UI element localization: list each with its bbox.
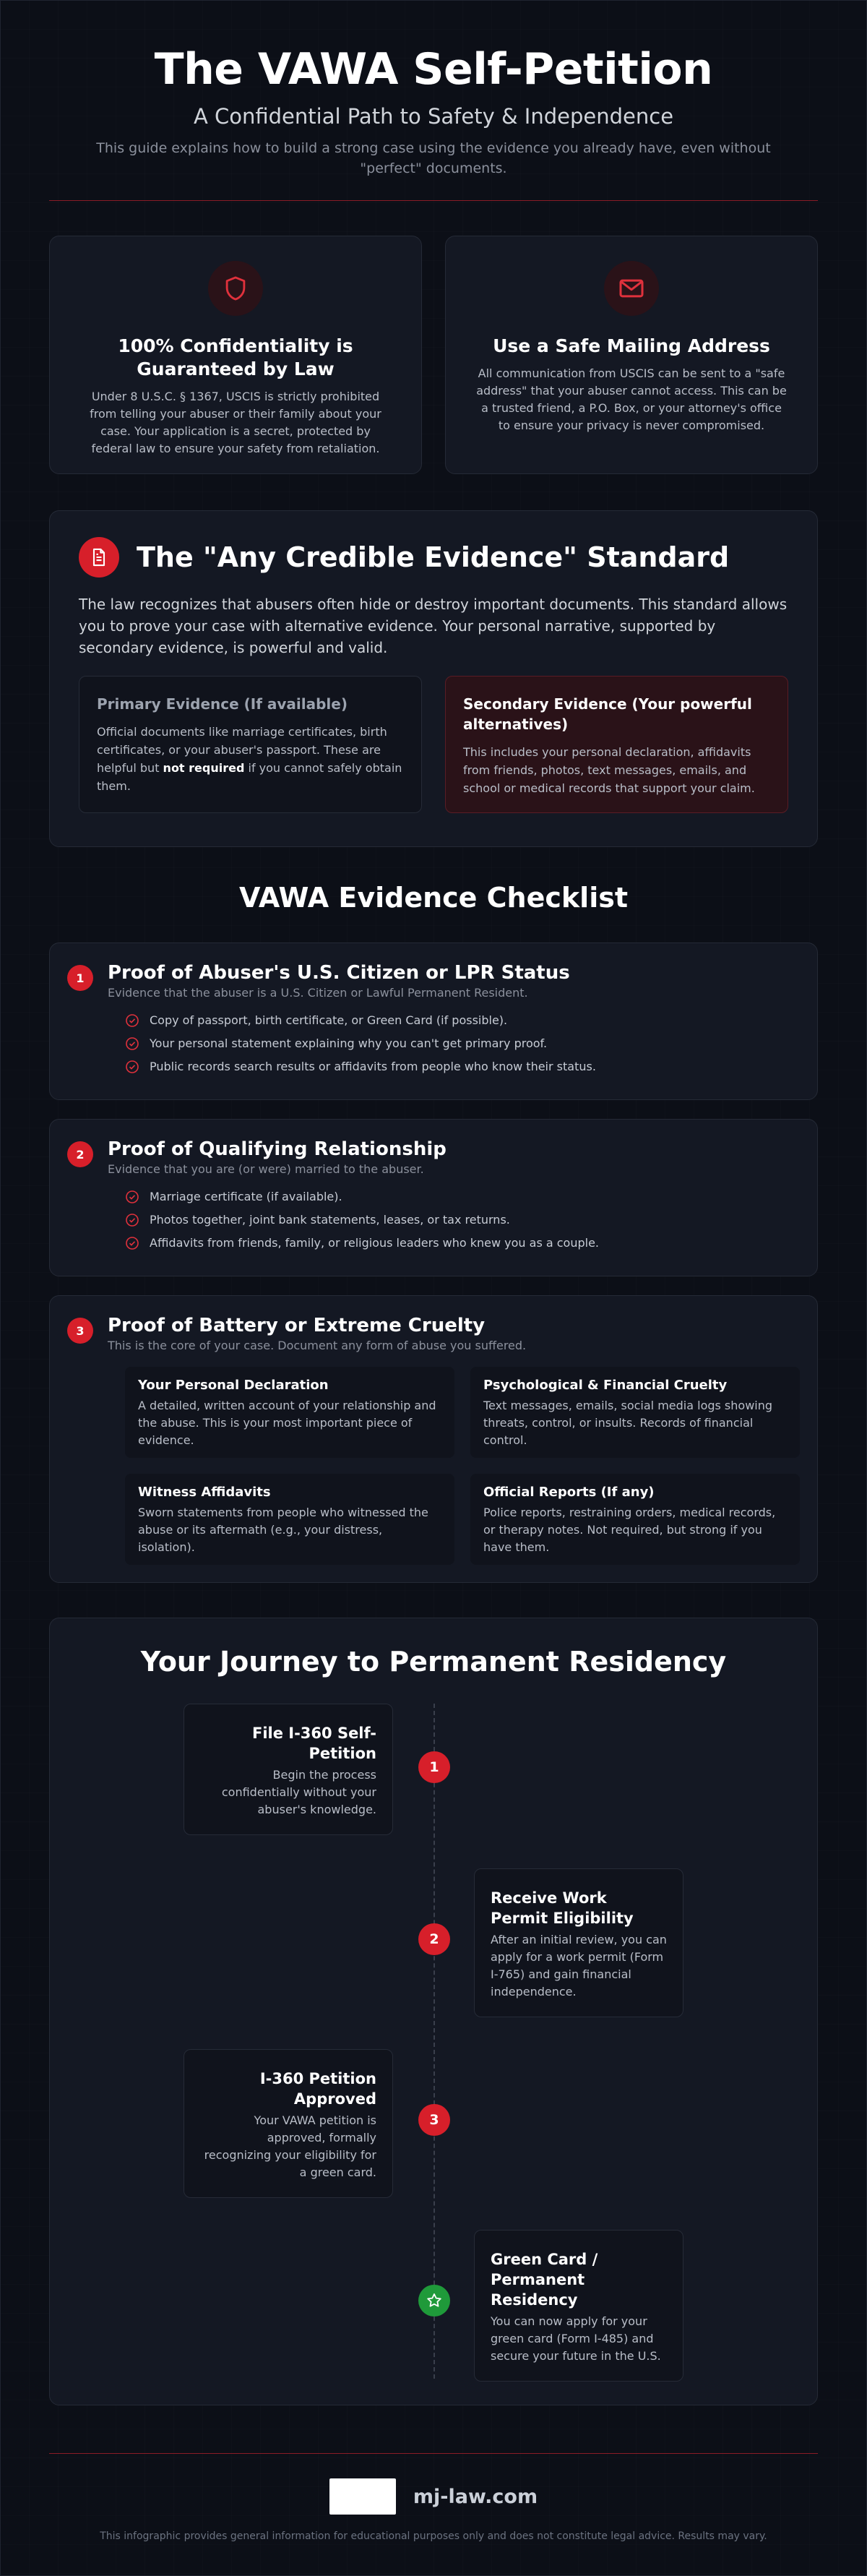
disclaimer: This infographic provides general information for educational purposes only and does not constitute legal advice. Results may vary. [100,2530,767,2542]
list-item: Copy of passport, birth certificate, or Green Card (if possible). [125,1013,800,1029]
check-circle-icon [125,1236,139,1250]
shield-icon [208,261,263,316]
card-title: Use a Safe Mailing Address [493,335,770,356]
box-text: Official documents like marriage certificates, birth certificates, or your abuser's passport. These are helpful but not required if you cannot safely obtain them. [97,725,402,793]
card-text: Under 8 U.S.C. § 1367, USCIS is strictly prohibited from telling your abuser or their family about your case. Your application is a secret, protected by federal law to ensure your safety from retaliation. [90,390,381,455]
checklist-subtitle: Evidence that you are (or were) married to the abuser. [108,1162,424,1176]
check-circle-icon [125,1036,139,1051]
checklist-heading: Proof of Battery or Extreme Cruelty [108,1315,486,1336]
check-circle-icon [125,1013,139,1028]
step-number: 1 [67,965,93,991]
timeline-line [434,1704,435,2379]
cell-text: A detailed, written account of your relationship and the abuse. This is your most important piece of evidence. [138,1399,436,1447]
step-text: You can now apply for your green card (Form I-485) and secure your future in the U.S. [491,2314,661,2363]
timeline-step [474,1868,683,2017]
document-icon [79,537,119,578]
page-intro: This guide explains how to build a strong case using the evidence you already have, even without "perfect" documents. [96,140,771,176]
header [49,1,818,201]
evidence-cell [470,1474,800,1565]
mail-icon [604,261,659,316]
step-text: Begin the process confidentially without your abuser's knowledge. [221,1768,376,1816]
step-text: After an initial review, you can apply for a work permit (Form I-765) and gain financial independence. [491,1933,667,1998]
check-circle-icon [125,1213,139,1227]
box-title: Primary Evidence (If available) [97,695,348,713]
checklist-title: VAWA Evidence Checklist [238,882,629,914]
brand-name[interactable]: mj-law.com [413,2485,538,2508]
cell-title: Official Reports (If any) [483,1485,655,1500]
step-title: I-360 Petition Approved [259,2070,376,2108]
timeline-title: Your Journey to Permanent Residency [140,1646,727,1678]
list-item: Affidavits from friends, family, or religious leaders who knew you as a couple. [125,1235,800,1251]
section-text: The law recognizes that abusers often hide or destroy important documents. This standard allows you to prove your case with alternative evidence. Your personal narrative, supported by secondary evidence, is powerful and valid. [79,596,788,656]
primary-evidence-box [79,676,422,813]
evidence-standard-card [49,510,818,847]
card-title: 100% Confidentiality is Guaranteed by Law [118,335,353,379]
section-title: The "Any Credible Evidence" Standard [137,541,730,573]
list-item: Your personal statement explaining why you can't get primary proof. [125,1036,800,1052]
checklist-heading: Proof of Abuser's U.S. Citizen or LPR Status [108,962,570,984]
list-item: Public records search results or affidavits from people who know their status. [125,1059,800,1075]
timeline-step [184,1704,393,1835]
journey-timeline [49,1618,818,2405]
step-number: 2 [67,1141,93,1167]
emphasis-text: not required [163,761,245,775]
mailing-card [445,236,818,474]
divider [49,2453,818,2454]
step-title: Green Card / Permanent Residency [491,2251,598,2309]
checklist-heading: Proof of Qualifying Relationship [108,1138,447,1160]
cell-text: Police reports, restraining orders, medical records, or therapy notes. Not required, but strong if you have them. [483,1506,776,1554]
list-item: Marriage certificate (if available). [125,1189,800,1205]
secondary-evidence-box [445,676,788,813]
evidence-cell [125,1474,454,1565]
footer [49,2453,818,2542]
cell-title: Your Personal Declaration [138,1378,329,1393]
cell-text: Text messages, emails, social media logs showing threats, control, or insults. Records of financial control. [483,1399,773,1447]
checklist-section-relationship [49,1119,818,1276]
checklist-section-status [49,943,818,1100]
cell-title: Witness Affidavits [138,1485,271,1500]
timeline-marker: 2 [418,1923,450,1955]
timeline-step [184,2049,393,2198]
divider [49,200,818,201]
step-title: Receive Work Permit Eligibility [491,1889,634,1927]
box-text: This includes your personal declaration, affidavits from friends, photos, text messages, emails, and school or medical records that support your claim. [463,745,755,795]
cell-title: Psychological & Financial Cruelty [483,1378,728,1393]
step-title: File I-360 Self-Petition [251,1725,376,1762]
confidentiality-card [49,236,422,474]
page-subtitle: A Confidential Path to Safety & Independence [193,104,674,129]
logo [329,2478,396,2515]
checklist-section-abuse [49,1295,818,1583]
card-text: All communication from USCIS can be sent to a "safe address" that your abuser cannot access. This can be a trusted friend, a P.O. Box, or your attorney's office to ensure your privacy is never compromised. [476,366,787,432]
page-title: The VAWA Self-Petition [154,44,713,95]
star-icon [418,2285,450,2317]
evidence-cell [470,1367,800,1458]
evidence-cell [125,1367,454,1458]
timeline-marker: 3 [418,2104,450,2136]
checklist-subtitle: Evidence that the abuser is a U.S. Citizen or Lawful Permanent Resident. [108,986,528,1000]
timeline-marker: 1 [418,1751,450,1783]
feature-cards [49,236,818,474]
list-item: Photos together, joint bank statements, leases, or tax returns. [125,1212,800,1228]
step-number: 3 [67,1318,93,1344]
cell-text: Sworn statements from people who witnessed the abuse or its aftermath (e.g., your distress, isolation). [138,1506,428,1554]
check-circle-icon [125,1190,139,1204]
step-text: Your VAWA petition is approved, formally recognizing your eligibility for a green card. [204,2113,376,2179]
checklist-subtitle: This is the core of your case. Document any form of abuse you suffered. [108,1339,527,1352]
check-circle-icon [125,1060,139,1074]
box-title: Secondary Evidence (Your powerful alternatives) [463,695,752,733]
timeline-step [474,2230,683,2382]
